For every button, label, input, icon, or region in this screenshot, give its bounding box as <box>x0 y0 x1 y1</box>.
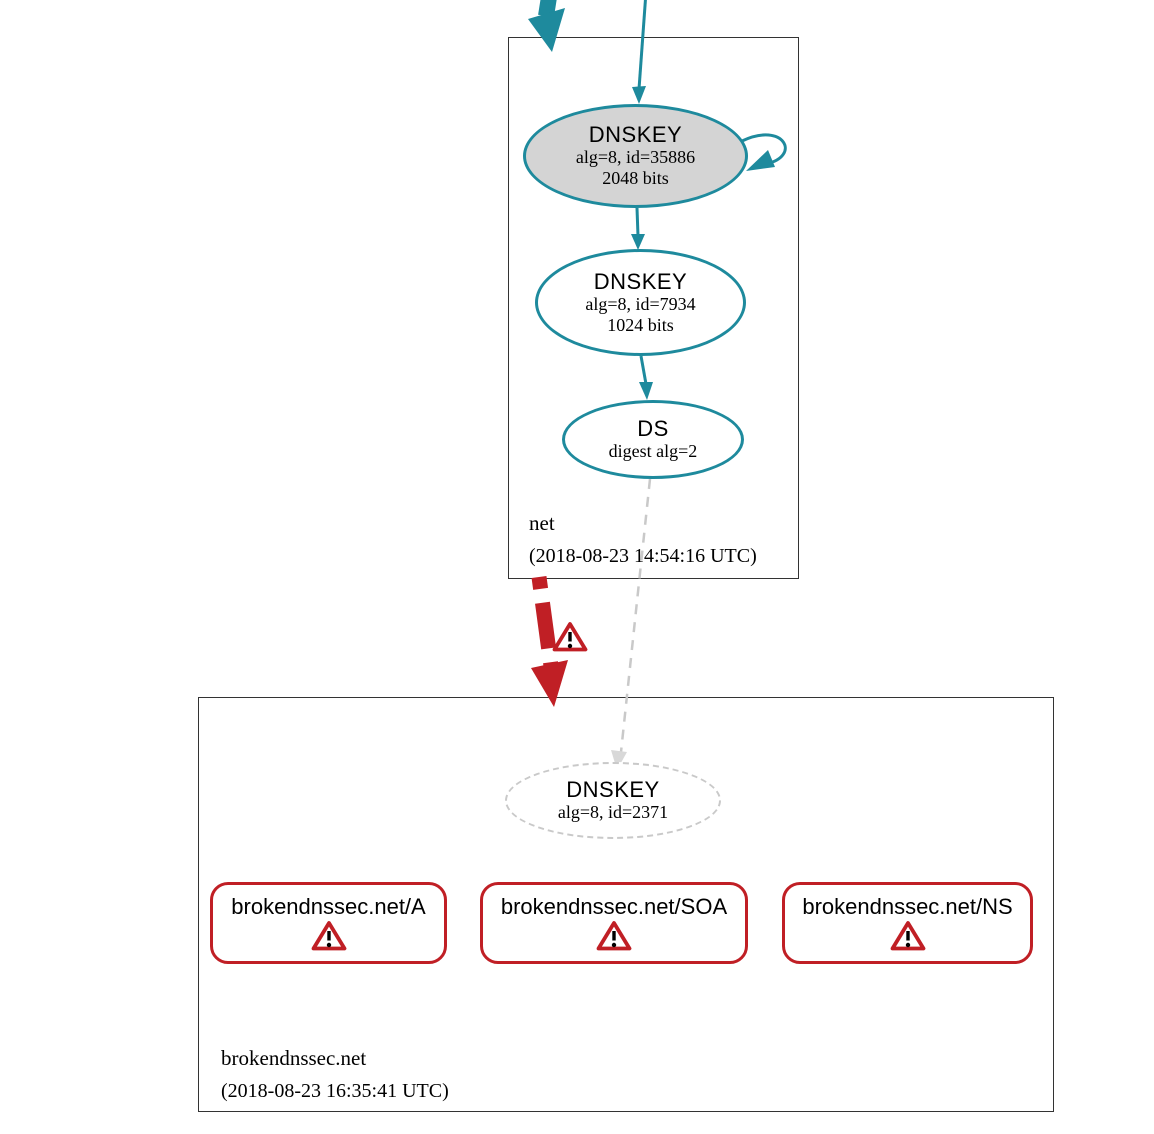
node-dnskey-child <box>505 762 721 839</box>
rrset-brokendnssec-net-ns <box>782 882 1033 964</box>
node-detail: 1024 bits <box>607 314 674 335</box>
node-label: DNSKEY <box>566 777 660 802</box>
node-detail: digest alg=2 <box>608 441 698 461</box>
rrset-label: brokendnssec.net/SOA <box>500 893 728 919</box>
node-label: DNSKEY <box>593 268 688 294</box>
node-detail: alg=8, id=35886 <box>575 147 696 167</box>
zone-name-net: net <box>529 511 555 535</box>
node-label: DS <box>637 416 669 441</box>
warning-icon <box>890 920 926 952</box>
rrset-label: brokendnssec.net/A <box>231 893 426 919</box>
zone-timestamp-net: (2018-08-23 14:54:16 UTC) <box>529 545 757 567</box>
node-dnskey-zsk <box>535 249 746 356</box>
node-ds <box>562 400 744 479</box>
rrset-label: brokendnssec.net/NS <box>802 893 1013 919</box>
node-label: DNSKEY <box>588 122 683 147</box>
node-detail: alg=8, id=7934 <box>585 293 696 314</box>
warning-icon <box>596 920 632 952</box>
warning-icon <box>311 920 347 952</box>
zone-name-brokendnssec-net: brokendnssec.net <box>221 1046 367 1070</box>
node-dnskey-ksk <box>523 104 748 208</box>
rrset-brokendnssec-net-soa <box>480 882 748 964</box>
node-detail: alg=8, id=2371 <box>557 802 669 822</box>
zone-timestamp-brokendnssec-net: (2018-08-23 16:35:41 UTC) <box>221 1080 449 1102</box>
node-detail: 2048 bits <box>602 168 669 188</box>
rrset-brokendnssec-net-a <box>210 882 447 964</box>
warning-icon <box>552 621 588 653</box>
